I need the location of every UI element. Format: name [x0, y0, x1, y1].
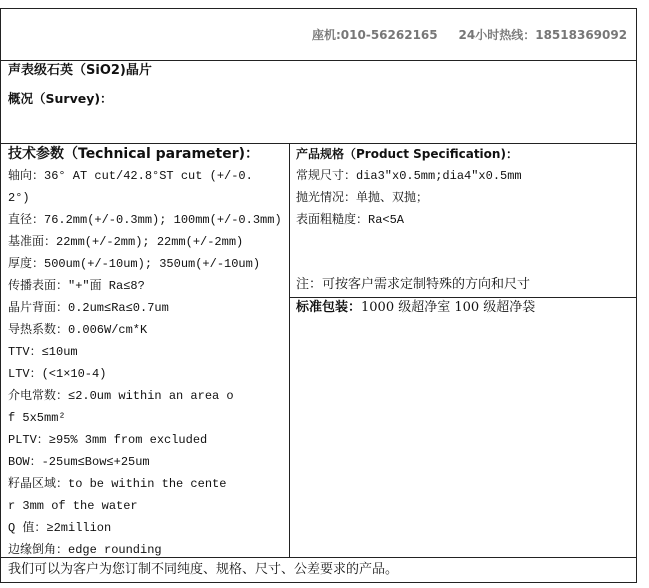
- tech-line: 边缘倒角：edge rounding: [8, 543, 162, 557]
- tech-line: 厚度：500um(+/-10um); 350um(+/-10um): [8, 257, 261, 271]
- product-list: [296, 165, 522, 231]
- tech-line: 导热系数：0.006W/cm*K: [8, 323, 148, 337]
- tech-line: 2°): [8, 191, 30, 205]
- packaging: [296, 297, 535, 319]
- technical-list: [8, 165, 282, 561]
- tech-line: 籽晶区域：to be within the cente: [8, 477, 227, 491]
- tech-line: LTV：(<1×10-4): [8, 367, 107, 381]
- survey-heading: 概况（Survey)：: [8, 91, 113, 106]
- tech-line: r 3mm of the water: [8, 499, 138, 513]
- contact-info: [312, 24, 627, 46]
- tech-line: PLTV：≥95% 3mm from excluded: [8, 433, 208, 447]
- tech-line: f 5x5mm²: [8, 411, 66, 425]
- product-title: 声表级石英（SiO2)晶片: [8, 63, 152, 78]
- product-note: 注：可按客户需求定制特殊的方向和尺寸: [296, 277, 531, 292]
- tech-line: 基准面：22mm(+/-2mm); 22mm(+/-2mm): [8, 235, 244, 249]
- tech-line: 直径：76.2mm(+/-0.3mm); 100mm(+/-0.3mm): [8, 213, 282, 227]
- tech-line: Q 值：≥2million: [8, 521, 112, 535]
- packaging-cell: [289, 297, 637, 558]
- footer-text: 我们可以为客户为您订制不同纯度、规格、尺寸、公差要求的产品。: [8, 562, 399, 577]
- tech-line: 晶片背面：0.2um≤Ra≤0.7um: [8, 301, 169, 315]
- hotline: 24小时热线：18518369092: [458, 28, 628, 42]
- tech-line: BOW：-25um≤Bow≤+25um: [8, 455, 150, 469]
- packaging-label: 标准包装：: [296, 300, 362, 315]
- product-heading: 产品规格（Product Specification)：: [296, 147, 518, 161]
- product-line: 表面粗糙度：Ra<5A: [296, 213, 405, 227]
- tech-line: 传播表面："+"面 Ra≤8?: [8, 279, 145, 293]
- tech-line: 轴向：36° AT cut/42.8°ST cut (+/-0.: [8, 169, 253, 183]
- tech-line: 介电常数：≤2.0um within an area o: [8, 389, 234, 403]
- technical-heading: 技术参数（Technical parameter)：: [8, 146, 260, 162]
- contact-phone: 座机:010-56262165: [312, 28, 438, 42]
- packaging-value: 1000 级超净室 100 级超净袋: [361, 300, 536, 315]
- product-line: 抛光情况：单抛、双抛；: [296, 191, 429, 205]
- product-line: 常规尺寸：dia3"x0.5mm;dia4"x0.5mm: [296, 169, 522, 183]
- tech-line: TTV：≤10um: [8, 345, 78, 359]
